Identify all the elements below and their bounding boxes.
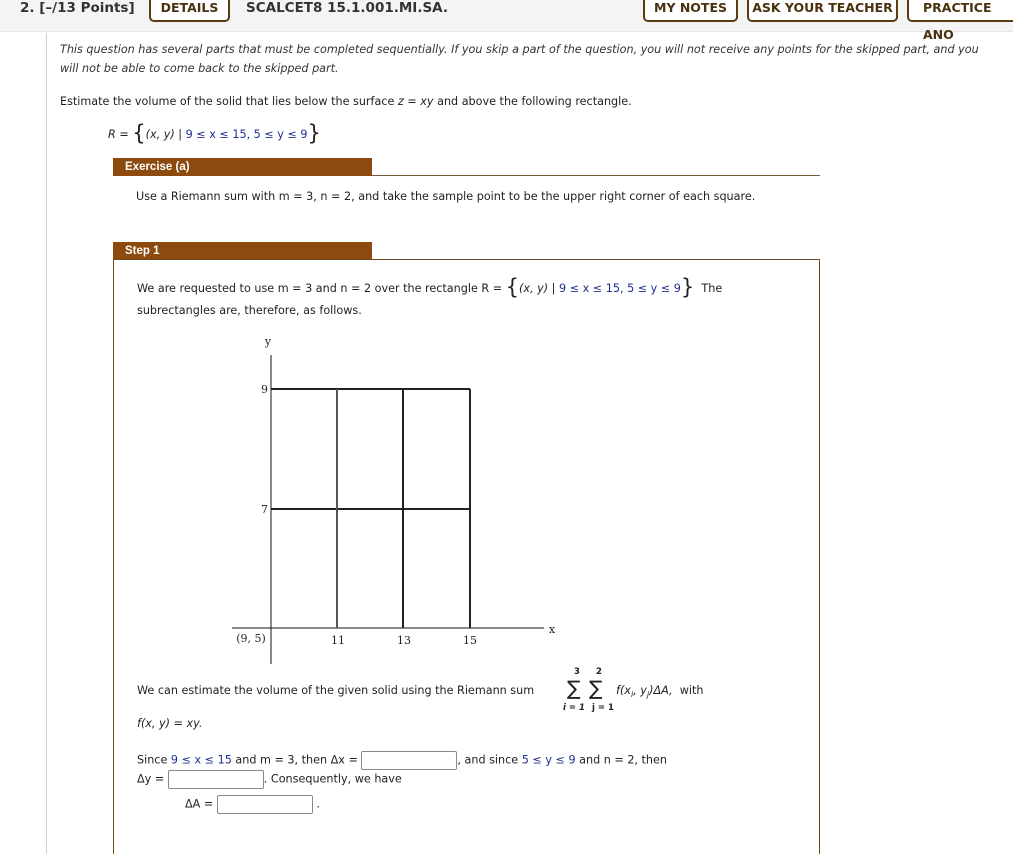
ask-your-teacher-button[interactable] [747,0,898,22]
delta-y-input[interactable] [168,770,264,789]
delta-x-line [137,751,667,770]
inner-sum-lower [592,703,614,713]
details-button-label: DETAILS [160,0,219,15]
notice-line-2: will not be able to come back to the skipped part. [60,62,339,75]
riemann-sum-text: We can estimate the volume of the given solid using the Riemann sum [137,684,535,697]
my-notes-label: MY NOTES [654,0,727,15]
question-number-points [20,0,135,17]
summand-y: , y [633,684,647,697]
practice-label: PRACTICE ANO [923,0,992,42]
y-axis-label: y [264,335,272,348]
region-bounds: 9 ≤ x ≤ 15, 5 ≤ y ≤ 9 [185,128,308,141]
statement-text-end: and above the following rectangle. [433,95,632,108]
statement-text: Estimate the volume of the solid that lies below the surface [60,95,398,108]
outer-sum-lower [563,703,585,713]
since-text-4: and n = 2, then [575,753,667,767]
x-tick-13: 13 [397,634,411,647]
ask-teacher-label: ASK YOUR TEACHER [752,0,893,15]
delta-a-period: . [316,797,320,811]
inner-sum-upper: 2 [596,667,602,677]
delta-y-label: Δy = [137,772,165,786]
my-notes-button[interactable] [643,0,738,22]
x-tick-11: 11 [331,634,345,647]
step-text: We are requested to use m = 3 and n = 2 over the rectangle R = [137,282,506,295]
step-region-vars: (x, y) | [519,282,560,295]
brace-open: { [505,275,520,299]
points-label: [–/13 Points] [39,0,135,16]
problem-statement [60,94,632,110]
step-intro-line-2: subrectangles are, therefore, as follows. [137,304,362,317]
region-vars: (x, y) | [145,128,186,141]
subrectangle-grid [271,389,470,628]
subrectangle-grid-graph [222,330,562,670]
sequential-parts-notice [60,40,1013,78]
exercise-a-header: Exercise (a) [113,158,372,176]
step-1-header: Step 1 [113,242,372,260]
y-bounds: 5 ≤ y ≤ 9 [521,753,576,767]
step-region-bounds: 9 ≤ x ≤ 15, 5 ≤ y ≤ 9 [559,282,681,295]
details-button[interactable] [149,0,230,22]
summand-f: f(x [616,684,631,697]
exercise-instruction: Use a Riemann sum with m = 3, n = 2, and take the sample point to be the upper right corner of each square. [136,190,756,203]
question-number: 2. [20,0,35,16]
x-bounds: 9 ≤ x ≤ 15 [170,753,232,767]
delta-a-input[interactable] [217,795,313,814]
practice-another-button[interactable] [907,0,1013,42]
with-label: with [679,684,704,697]
x-axis-label: x [548,623,556,636]
sigma-inner-icon: ∑ [589,676,603,700]
since-text-2: and m = 3, then Δx = [231,753,362,767]
inner-index: j = 1 [592,703,614,713]
outer-sum-upper: 3 [574,667,580,677]
delta-y-line [137,770,402,789]
delta-a-line [185,795,320,814]
origin-label: (9, 5) [236,632,266,645]
step-intro-line-1 [137,277,722,297]
delta-a-label: ΔA = [185,797,214,811]
exercise-header-rule [372,175,820,176]
outer-index: i = 1 [563,703,585,713]
question-header-bar [0,0,1013,42]
region-definition [108,121,321,145]
sigma-outer-icon: ∑ [567,676,581,700]
since-text: Since [137,753,171,767]
y-tick-7: 7 [261,503,268,516]
y-tick-9: 9 [261,383,268,396]
summand: $f(x_i$, $y_j)\Delta A$, with [616,684,704,700]
brace-close: } [680,275,695,299]
question-code: SCALCET8 15.1.001.MI.SA. [246,0,448,16]
consequently-text: . Consequently, we have [263,772,402,786]
summand-end: )ΔA, [649,684,673,697]
since-text-3: , and since [457,753,522,767]
x-tick-15: 15 [463,634,477,647]
step-text-end: The [701,282,723,295]
brace-open: { [132,121,146,145]
delta-x-input[interactable] [361,751,457,770]
notice-line-1: This question has several parts that must be completed sequentially. If you skip a part of the question, you will not receive any points for the skipped part, and you [60,43,979,56]
brace-close: } [307,121,321,145]
surface-equation: z = xy [397,95,434,108]
region-label: R = [108,128,129,141]
function-definition: f(x, y) = xy. [137,717,203,730]
left-rule-divider [46,33,47,854]
